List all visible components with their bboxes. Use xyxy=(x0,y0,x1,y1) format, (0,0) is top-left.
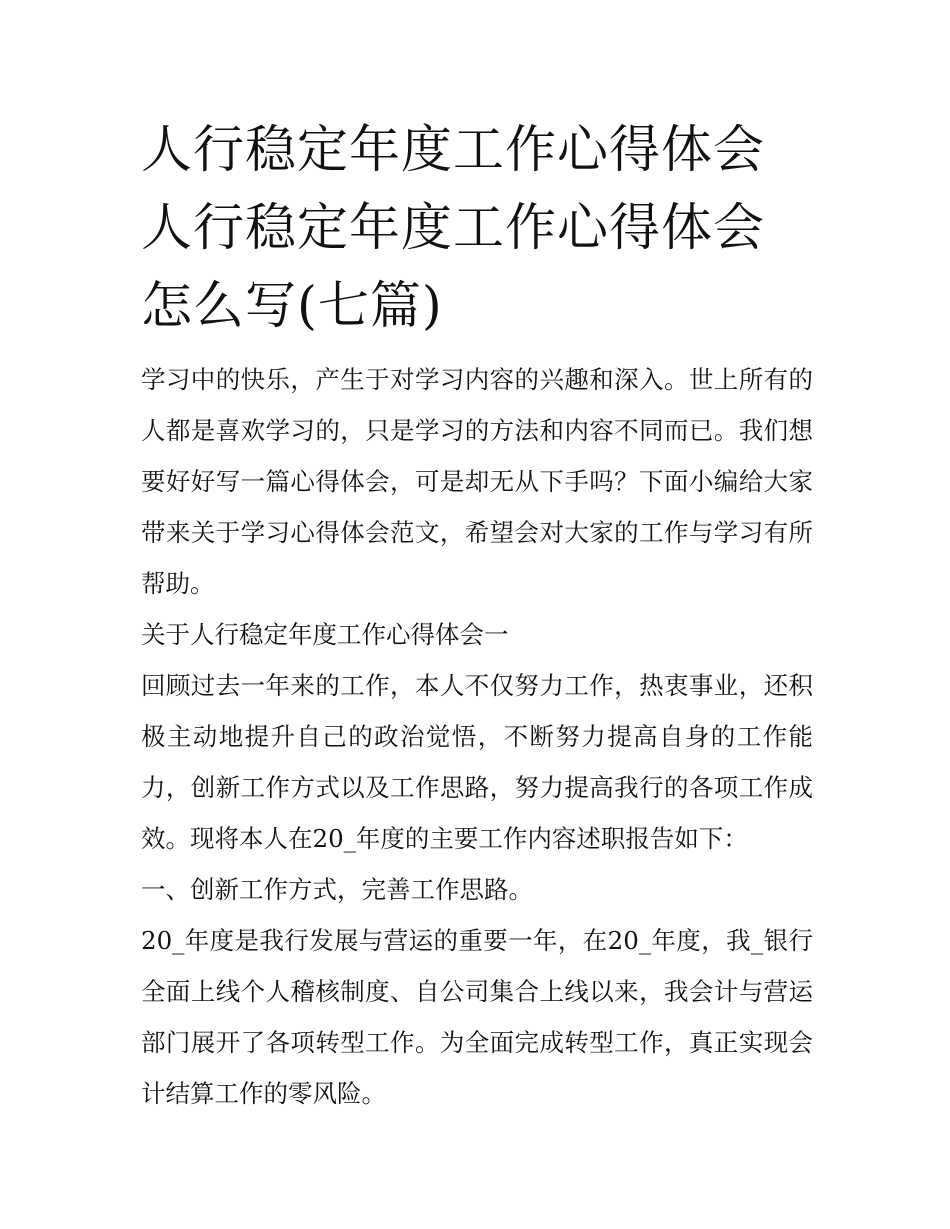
document-title: 人行稳定年度工作心得体会 人行稳定年度工作心得体会怎么写(七篇) xyxy=(141,121,766,336)
document-page xyxy=(141,112,813,1119)
subsection-heading: 一、创新工作方式，完善工作思路。 xyxy=(141,875,533,904)
body-paragraph: 20_年度是我行发展与营运的重要一年，在20_年度，我_银行全面上线个人稽核制度、自公司集合上线以来，我会计与营运部门展开了各项转型工作。为全面完成转型工作，真正实现会计结算工作的零风险。 xyxy=(141,926,813,1108)
intro-paragraph: 学习中的快乐，产生于对学习内容的兴趣和深入。世上所有的人都是喜欢学习的，只是学习的方法和内容不同而已。我们想要好好写一篇心得体会，可是却无从下手吗？下面小编给大家带来关于学习心得体会范文，希望会对大家的工作与学习有所帮助。 xyxy=(141,365,813,598)
section-heading: 关于人行稳定年度工作心得体会一 xyxy=(141,620,509,649)
body-paragraph: 回顾过去一年来的工作，本人不仅努力工作，热衷事业，还积极主动地提升自己的政治觉悟，不断努力提高自身的工作能力，创新工作方式以及工作思路，努力提高我行的各项工作成效。现将本人在20_年度的主要工作内容述职报告如下： xyxy=(141,671,813,853)
